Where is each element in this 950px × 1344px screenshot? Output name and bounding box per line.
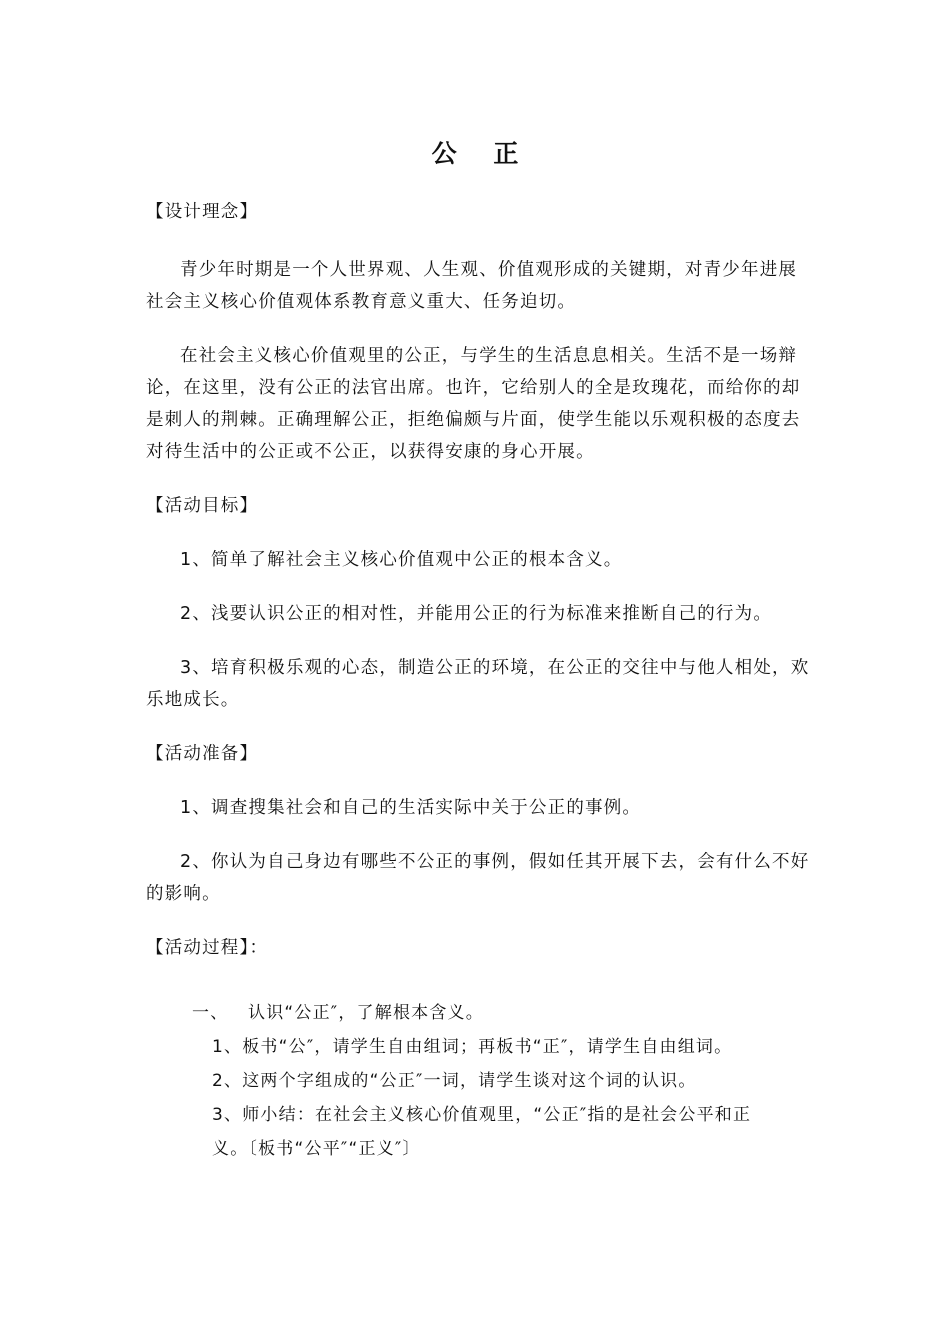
- process-substep-3: 3、师小结：在社会主义核心价值观里，“公正″指的是社会公平和正: [212, 1105, 752, 1125]
- design-heading: 【设计理念】: [146, 202, 259, 222]
- prep-heading: 【活动准备】: [146, 744, 259, 764]
- goals-heading: 【活动目标】: [146, 496, 259, 516]
- process-substep-3-continued: 义。〔板书“公平″“正义″〕: [212, 1139, 421, 1159]
- process-heading: 【活动过程】：: [146, 938, 269, 958]
- design-paragraph-1: 青少年时期是一个人世界观、人生观、价值观形成的关键期，对青少年进展社会主义核心价值观体系教育意义重大、任务迫切。: [146, 260, 798, 312]
- process-steps: [146, 996, 810, 1166]
- step-text: 认识“公正″，了解根本含义。: [248, 1003, 484, 1023]
- prep-item-2: 2、你认为自己身边有哪些不公正的事例，假如任其开展下去，会有什么不好的影响。: [146, 852, 810, 904]
- prep-item-1: 1、调查搜集社会和自己的生活实际中关于公正的事例。: [180, 798, 642, 818]
- page-title: 公 正: [431, 139, 533, 168]
- goal-item-1: 1、简单了解社会主义核心价值观中公正的根本含义。: [180, 550, 623, 570]
- process-step-1: [146, 996, 810, 1030]
- document-body: [146, 196, 810, 964]
- goal-item-3: 3、培育积极乐观的心态，制造公正的环境，在公正的交往中与他人相处，欢乐地成长。: [146, 658, 810, 710]
- step-number: 一、: [192, 1003, 229, 1023]
- design-paragraph-2: 在社会主义核心价值观里的公正，与学生的生活息息相关。生活不是一场辩论，在这里，没有公正的法官出席。也许，它给别人的全是玫瑰花，而给你的却是刺人的荆棘。正确理解公正，拒绝偏颇与片面，使学生能以乐观积极的态度去对待生活中的公正或不公正，以获得安康的身心开展。: [146, 346, 801, 462]
- process-substep-1: 1、板书“公″，请学生自由组词；再板书“正″，请学生自由组词。: [212, 1037, 733, 1057]
- process-substep-2: 2、这两个字组成的“公正″一词，请学生谈对这个词的认识。: [212, 1071, 697, 1091]
- goal-item-2: 2、浅要认识公正的相对性，并能用公正的行为标准来推断自己的行为。: [180, 604, 773, 624]
